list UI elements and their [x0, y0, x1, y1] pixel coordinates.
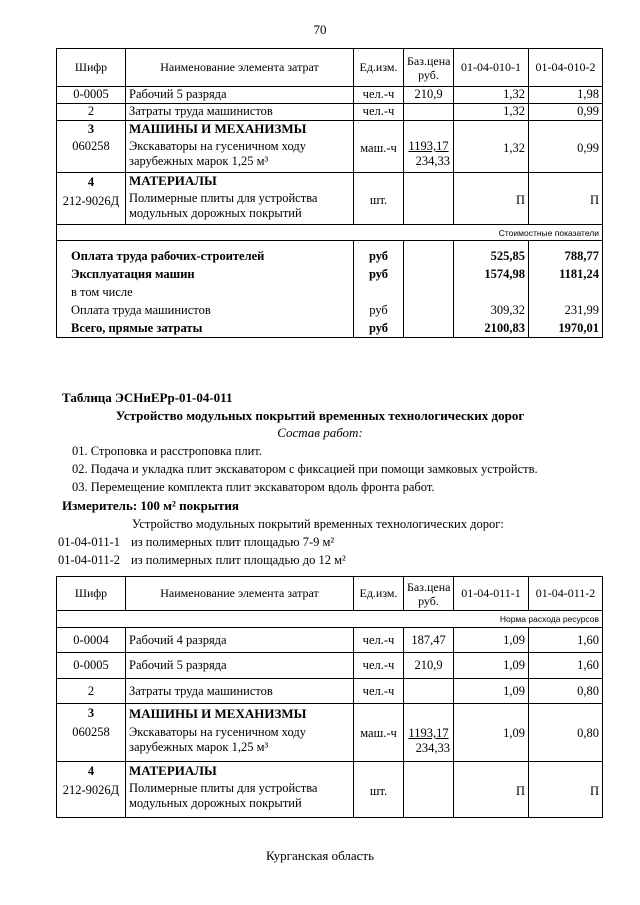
cell-name: Рабочий 4 разряда — [126, 628, 354, 653]
cell-value: 1,60 — [529, 628, 603, 653]
resource-name-line2: зарубежных марок 1,25 м³ — [129, 740, 269, 754]
cell-name — [126, 762, 354, 818]
variant-description: Устройство модульных покрытий временных технологических дорог: — [132, 517, 504, 531]
section-number: 3 — [87, 706, 95, 720]
cell-value — [529, 121, 603, 173]
resource-code: 212-9026Д — [62, 783, 120, 797]
cell-price — [404, 704, 454, 762]
cost-name: Оплата труда рабочих-строителей — [71, 249, 265, 263]
cost-value: 1970,01 — [558, 321, 599, 335]
price-numerator: 1193,17 — [408, 139, 449, 153]
table-row — [57, 628, 603, 653]
unit-text: маш.-ч — [360, 141, 397, 155]
cell-value — [529, 762, 603, 818]
cost-value: 309,32 — [490, 303, 525, 317]
cell-unit: чел.-ч — [354, 628, 404, 653]
cell-price: 210,9 — [404, 653, 454, 679]
header-name: Наименование элемента затрат — [126, 49, 354, 87]
unit-text: маш.-ч — [360, 726, 397, 740]
header-base-price — [404, 577, 454, 611]
table-row — [57, 679, 603, 704]
cell-value: 1,09 — [454, 653, 529, 679]
cell-name: Затраты труда машинистов — [126, 104, 354, 121]
cost-label-row — [57, 225, 603, 241]
resource-name-line1: Полимерные плиты для устройства — [129, 191, 318, 205]
section-number: 4 — [87, 764, 95, 778]
variant-code: 01-04-011-1 — [58, 535, 121, 549]
resource-code: 060258 — [72, 139, 110, 153]
header-unit: Ед.изм. — [354, 577, 404, 611]
price-numerator: 1193,17 — [408, 726, 449, 740]
value-text: П — [589, 784, 599, 798]
cell-unit — [354, 173, 404, 225]
value-text: 1,09 — [503, 726, 525, 740]
cost-name: в том числе — [71, 285, 133, 299]
cost-units — [354, 241, 404, 338]
cell-code — [57, 173, 126, 225]
cost-table-2 — [56, 576, 603, 818]
value-text: П — [515, 193, 525, 207]
cost-unit: руб — [368, 267, 389, 281]
cell-value — [529, 704, 603, 762]
header-code: Шифр — [57, 577, 126, 611]
work-item: 01. Строповка и расстроповка плит. — [72, 444, 262, 458]
cell-price — [404, 762, 454, 818]
variant-code: 01-04-011-2 — [58, 553, 121, 567]
cell-code: 0-0004 — [57, 628, 126, 653]
cost-name: Оплата труда машинистов — [71, 303, 211, 317]
resource-name-line1: Полимерные плиты для устройства — [129, 781, 318, 795]
unit-text: шт. — [369, 193, 388, 207]
cell-value — [454, 173, 529, 225]
cell-name: Рабочий 5 разряда — [126, 653, 354, 679]
section-heading: МАТЕРИАЛЫ — [129, 763, 217, 778]
resource-name-line1: Экскаваторы на гусеничном ходу — [129, 139, 306, 153]
cell-value — [529, 173, 603, 225]
cell-price — [404, 121, 454, 173]
value-text: 1,32 — [503, 141, 525, 155]
variant-text: из полимерных плит площадью 7-9 м² — [131, 535, 335, 549]
works-title: Состав работ: — [277, 425, 363, 440]
resource-name-line1: Экскаваторы на гусеничном ходу — [129, 725, 306, 739]
resource-name-line2: зарубежных марок 1,25 м³ — [129, 154, 269, 168]
cost-unit — [357, 283, 400, 301]
header-base-price — [404, 49, 454, 87]
header-col1: 01-04-010-1 — [454, 49, 529, 87]
header-col1: 01-04-011-1 — [454, 577, 529, 611]
cell-price — [404, 679, 454, 704]
work-item: 02. Подача и укладка плит экскаватором с фиксацией при помощи замковых устройств. — [72, 462, 538, 476]
section-heading: МАШИНЫ И МЕХАНИЗМЫ — [129, 121, 307, 136]
cell-value — [454, 762, 529, 818]
cost-name: Эксплуатация машин — [71, 267, 195, 281]
header-name: Наименование элемента затрат — [126, 577, 354, 611]
cell-code — [57, 704, 126, 762]
variant-text: из полимерных плит площадью до 12 м² — [131, 553, 346, 567]
cost-names — [57, 241, 354, 338]
page-number: 70 — [313, 22, 327, 37]
resource-name-line2: модульных дорожных покрытий — [129, 796, 302, 810]
table-subtitle: Устройство модульных покрытий временных технологических дорог — [115, 408, 525, 423]
cell-unit — [354, 704, 404, 762]
section-heading: МАТЕРИАЛЫ — [129, 173, 217, 188]
page-footer: Курганская область — [265, 848, 375, 863]
cell-value: 1,09 — [454, 628, 529, 653]
cell-value: 0,99 — [529, 104, 603, 121]
cost-indicators-label: Стоимостные показатели — [57, 225, 603, 241]
cell-code — [57, 121, 126, 173]
header-unit: Ед.изм. — [354, 49, 404, 87]
header-col2: 01-04-011-2 — [529, 577, 603, 611]
cell-value: 0,80 — [529, 679, 603, 704]
measure-unit: Измеритель: 100 м² покрытия — [62, 498, 239, 513]
header-base-price-line2: руб. — [418, 67, 439, 82]
cost-value: 525,85 — [490, 249, 525, 263]
section-number: 3 — [87, 122, 95, 136]
cell-unit — [354, 121, 404, 173]
cell-unit — [354, 762, 404, 818]
price-denominator: 234,33 — [415, 154, 450, 168]
cost-value: 1574,98 — [484, 267, 525, 281]
header-base-price-line2: руб. — [418, 593, 439, 608]
section-heading: МАШИНЫ И МЕХАНИЗМЫ — [129, 706, 307, 721]
work-item: 03. Перемещение комплекта плит экскаватором вдоль фронта работ. — [72, 480, 435, 494]
cell-value: 1,98 — [529, 87, 603, 104]
value-text: 0,99 — [577, 141, 599, 155]
machines-row — [57, 121, 603, 173]
cost-value — [457, 283, 525, 301]
machines-row — [57, 704, 603, 762]
cell-value — [454, 121, 529, 173]
cell-price — [404, 104, 454, 121]
cell-name: Затраты труда машинистов — [126, 679, 354, 704]
cost-table-1 — [56, 48, 603, 338]
cost-value — [532, 283, 599, 301]
cost-name: Всего, прямые затраты — [71, 321, 203, 335]
cost-summary-row — [57, 241, 603, 338]
value-text: П — [515, 784, 525, 798]
materials-row — [57, 762, 603, 818]
price-denominator: 234,33 — [415, 741, 450, 755]
cost-values-col1 — [454, 241, 529, 338]
cell-name — [126, 704, 354, 762]
cell-name — [126, 173, 354, 225]
cost-price-empty — [404, 241, 454, 338]
header-base-price-line1: Баз.цена — [407, 53, 451, 68]
cost-value: 2100,83 — [484, 321, 525, 335]
cell-code: 2 — [57, 679, 126, 704]
cell-unit: чел.-ч — [354, 679, 404, 704]
header-code: Шифр — [57, 49, 126, 87]
cost-value: 231,99 — [564, 303, 599, 317]
cell-unit: чел.-ч — [354, 653, 404, 679]
table-row — [57, 87, 603, 104]
materials-row — [57, 173, 603, 225]
cell-value: 1,32 — [454, 104, 529, 121]
resource-code: 060258 — [72, 725, 110, 739]
cost-values-col2 — [529, 241, 603, 338]
cell-price — [404, 173, 454, 225]
norm-label-row — [57, 611, 603, 628]
table-row — [57, 104, 603, 121]
cell-price: 210,9 — [404, 87, 454, 104]
table-header-row — [57, 577, 603, 611]
cell-price: 187,47 — [404, 628, 454, 653]
table-row — [57, 653, 603, 679]
cell-code: 2 — [57, 104, 126, 121]
resource-code: 212-9026Д — [62, 194, 120, 208]
cell-code — [57, 762, 126, 818]
cost-unit: руб — [368, 321, 389, 335]
cell-unit: чел.-ч — [354, 104, 404, 121]
unit-text: шт. — [369, 784, 388, 798]
cost-value: 1181,24 — [559, 267, 599, 281]
cell-code: 0-0005 — [57, 653, 126, 679]
cell-unit: чел.-ч — [354, 87, 404, 104]
cell-code: 0-0005 — [57, 87, 126, 104]
header-base-price-line1: Баз.цена — [407, 579, 451, 594]
table-header-row — [57, 49, 603, 87]
cost-value: 788,77 — [564, 249, 599, 263]
cell-name — [126, 121, 354, 173]
cell-value: 1,60 — [529, 653, 603, 679]
header-col2: 01-04-010-2 — [529, 49, 603, 87]
cell-name: Рабочий 5 разряда — [126, 87, 354, 104]
cell-value: 1,32 — [454, 87, 529, 104]
section-number: 4 — [87, 175, 95, 189]
table-title: Таблица ЭСНиЕРр-01-04-011 — [62, 390, 233, 405]
resource-name-line2: модульных дорожных покрытий — [129, 206, 302, 220]
cell-value — [454, 704, 529, 762]
value-text: П — [589, 193, 599, 207]
cell-value: 1,09 — [454, 679, 529, 704]
value-text: 0,80 — [577, 726, 599, 740]
cost-unit: руб — [369, 303, 388, 317]
cost-unit: руб — [368, 249, 389, 263]
norm-label: Норма расхода ресурсов — [57, 611, 603, 628]
